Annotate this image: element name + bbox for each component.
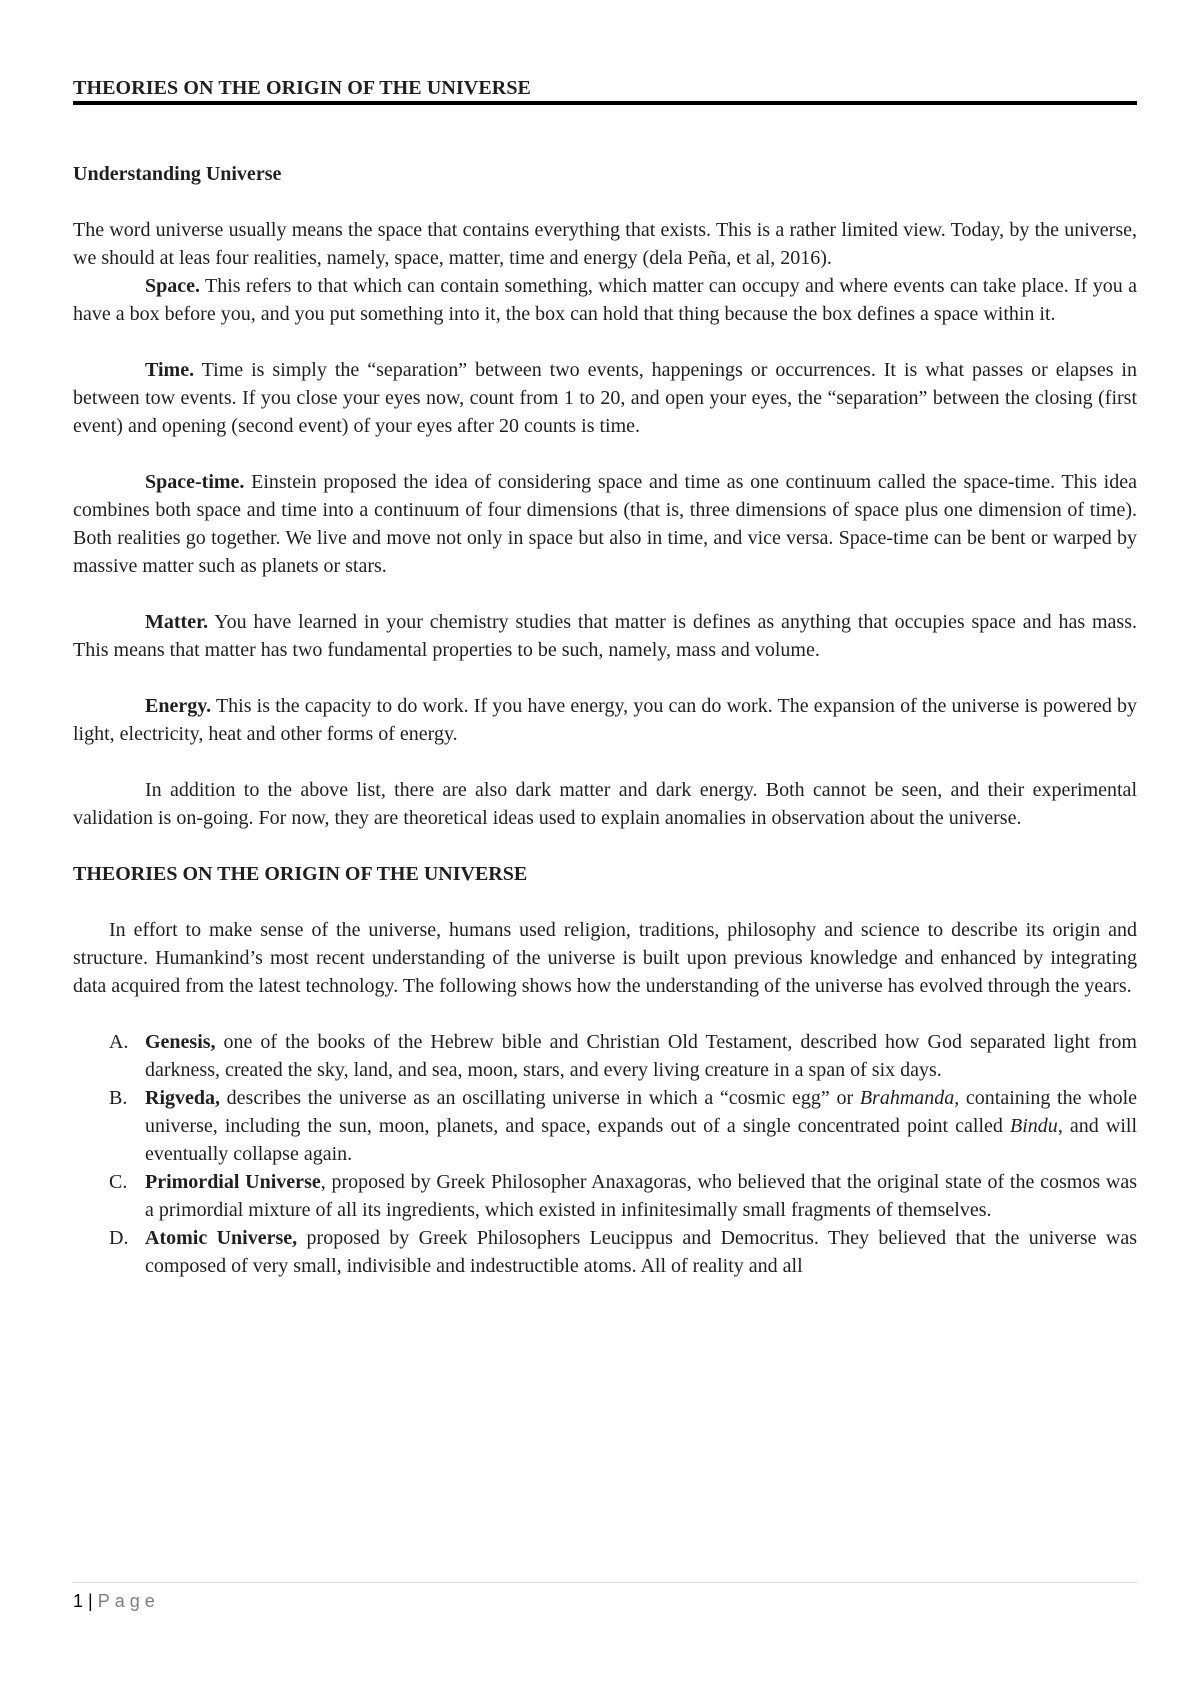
list-item (73, 1028, 1137, 1084)
list-item-text: one of the books of the Hebrew bible and Christian Old Testament, described how God separated light from darkness, created the sky, land, and sea, moon, stars, and every living creature in a span of six days. (145, 1031, 1137, 1081)
time-paragraph (73, 356, 1137, 440)
space-paragraph (73, 272, 1137, 328)
spacetime-term: Space-time. (145, 471, 245, 493)
space-term: Space. (145, 275, 200, 297)
matter-term: Matter. (145, 611, 209, 633)
list-item (73, 1224, 1137, 1280)
list-item-text: proposed by Greek Philosophers Leucippus and Democritus. They believed that the universe was composed of very small, indivisible and indestructible atoms. All of reality and all (145, 1227, 1138, 1277)
document-body (73, 160, 1137, 1280)
time-term: Time. (145, 359, 195, 381)
document-page (73, 0, 1137, 1696)
footer-rule (73, 1582, 1137, 1583)
spacetime-text: Einstein proposed the idea of considering space and time as one continuum called the space-time. This idea combines both space and time into a continuum of four dimensions (that is, three dimensions of space plus one dimension of time). Both realities go together. We live and move not only in space but also in time, and vice versa. Space-time can be bent or warped by massive matter such as planets or stars. (73, 471, 1137, 577)
page-label: Page (97, 1591, 160, 1611)
list-item-term: Genesis, (145, 1031, 216, 1053)
list-marker: A. (109, 1031, 129, 1053)
spacetime-paragraph (73, 468, 1137, 580)
list-marker: B. (109, 1087, 128, 1109)
addition-paragraph: In addition to the above list, there are also dark matter and dark energy. Both cannot be seen, and their experimental validation is on-going. For now, they are theoretical ideas used to explain anomalies in observation about the universe. (73, 779, 1137, 829)
page-number: 1 (73, 1591, 84, 1611)
theories-intro-paragraph: In effort to make sense of the universe, humans used religion, traditions, philosophy and science to describe its origin and structure. Humankind’s most recent understanding of the universe is built upon previous knowledge and enhanced by integrating data acquired from the latest technology. The following shows how the understanding of the universe has evolved through the years. (73, 919, 1137, 997)
footer-separator: | (83, 1591, 98, 1611)
section-heading-understanding: Understanding Universe (73, 163, 282, 185)
matter-text: You have learned in your chemistry studies that matter is defines as anything that occupies space and has mass. This means that matter has two fundamental properties to be such, namely, mass and volume. (73, 611, 1137, 661)
list-item-text: , and will eventually collapse again. (145, 1115, 1138, 1165)
theories-list (73, 1028, 1137, 1280)
list-item-italic: Brahmanda (859, 1087, 955, 1109)
list-item-text: , proposed by Greek Philosopher Anaxagoras, who believed that the original state of the cosmos was a primordial mixture of all its ingredients, which existed in infinitesimally small fragments of themselves. (145, 1171, 1137, 1221)
list-item (73, 1084, 1137, 1168)
list-item-text: , containing the whole universe, including the sun, moon, planets, and space, expands out of a single concentrated point called (145, 1087, 1138, 1137)
energy-text: This is the capacity to do work. If you have energy, you can do work. The expansion of the universe is powered by light, electricity, heat and other forms of energy. (73, 695, 1137, 745)
section-heading-theories: THEORIES ON THE ORIGIN OF THE UNIVERSE (73, 863, 528, 885)
list-item (73, 1168, 1137, 1224)
time-text: Time is simply the “separation” between two events, happenings or occurrences. It is what passes or elapses in between tow events. If you close your eyes now, count from 1 to 20, and open your eyes, the “separation” between the closing (first event) and opening (second event) of your eyes after 20 counts is time. (73, 359, 1137, 437)
energy-term: Energy. (145, 695, 212, 717)
page-footer (73, 1591, 160, 1612)
energy-paragraph (73, 692, 1137, 748)
header-title: THEORIES ON THE ORIGIN OF THE UNIVERSE (73, 77, 531, 99)
header-rule (73, 101, 1137, 105)
list-marker: D. (109, 1227, 129, 1249)
list-item-italic: Bindu (1010, 1115, 1058, 1137)
list-item-term: Rigveda, (145, 1087, 220, 1109)
intro-paragraph: The word universe usually means the space that contains everything that exists. This is a rather limited view. Today, by the universe, we should at leas four realities, namely, space, matter, time and energy (dela Peña, et al, 2016). (73, 219, 1137, 269)
list-item-term: Atomic Universe, (145, 1227, 298, 1249)
space-text: This refers to that which can contain something, which matter can occupy and where events can take place. If you a have a box before you, and you put something into it, the box can hold that thing because the box defines a space within it. (73, 275, 1137, 325)
list-marker: C. (109, 1171, 128, 1193)
matter-paragraph (73, 608, 1137, 664)
list-item-text: describes the universe as an oscillating universe in which a “cosmic egg” or (220, 1087, 860, 1109)
list-item-term: Primordial Universe (145, 1171, 321, 1193)
